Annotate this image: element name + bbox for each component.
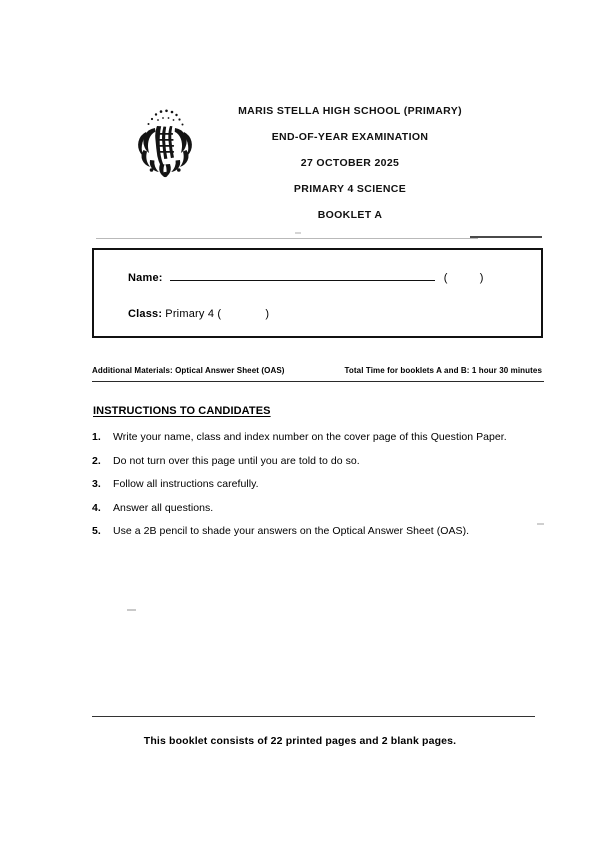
instruction-number: 5. [92, 525, 101, 537]
booklet-label: BOOKLET A [317, 209, 383, 221]
name-label: Name: [128, 272, 163, 284]
instruction-number: 4. [92, 501, 101, 514]
name-field-row [128, 272, 484, 284]
materials-divider [92, 381, 544, 382]
class-paren-close: ) [265, 308, 270, 320]
header-title-lines [190, 98, 510, 228]
scan-speck [127, 609, 136, 611]
footer-note: This booklet consists of 22 printed pages and 2 blank pages. [143, 735, 457, 747]
exam-title: END-OF-YEAR EXAMINATION [271, 131, 429, 143]
instruction-item [92, 498, 542, 518]
instruction-item [92, 427, 542, 447]
exam-subject: PRIMARY 4 SCIENCE [293, 183, 407, 195]
instruction-item [92, 521, 542, 541]
footer-divider [92, 716, 535, 717]
exam-date: 27 OCTOBER 2025 [300, 157, 400, 169]
instruction-number: 3. [92, 478, 101, 490]
scan-speck [537, 523, 544, 525]
instruction-item [92, 451, 542, 471]
scan-speck [295, 232, 301, 234]
class-value: Primary 4 ( [165, 308, 222, 320]
instruction-text: Do not turn over this page until you are told to do so. [113, 454, 360, 467]
additional-materials: Additional Materials: Optical Answer Sheet (OAS) [92, 366, 285, 375]
instructions-list [92, 427, 542, 545]
instructions-heading: INSTRUCTIONS TO CANDIDATES [93, 405, 271, 417]
instruction-text: Use a 2B pencil to shade your answers on the Optical Answer Sheet (OAS). [113, 525, 470, 537]
instruction-number: 2. [92, 454, 101, 467]
instruction-number: 1. [92, 431, 101, 443]
index-paren-close: ) [479, 272, 484, 284]
school-name: MARIS STELLA HIGH SCHOOL (PRIMARY) [238, 105, 462, 117]
instruction-text: Write your name, class and index number on the cover page of this Question Paper. [113, 431, 507, 443]
instruction-item [92, 474, 542, 494]
class-field-row [128, 308, 269, 320]
class-label: Class: [128, 308, 163, 320]
school-crest-icon [130, 102, 198, 180]
index-paren-open: ( [443, 272, 448, 284]
instruction-text: Answer all questions. [113, 501, 214, 514]
instruction-text: Follow all instructions carefully. [113, 478, 259, 490]
name-input-line[interactable] [170, 279, 435, 281]
total-time: Total Time for booklets A and B: 1 hour 30 minutes [344, 366, 542, 375]
scan-artifact-rule [96, 238, 478, 239]
scan-artifact-rule-dark [470, 236, 542, 238]
candidate-particulars-box [92, 248, 543, 338]
